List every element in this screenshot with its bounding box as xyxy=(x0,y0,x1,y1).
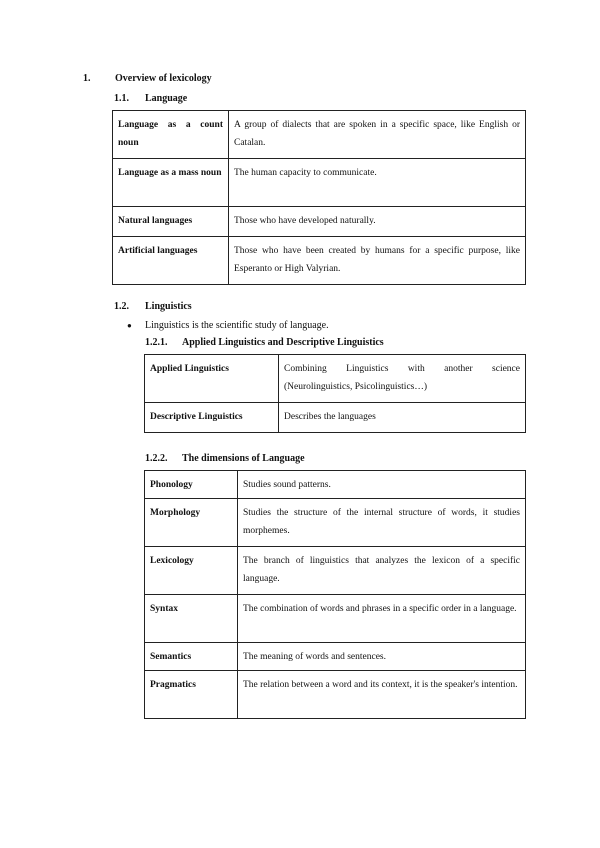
table-row xyxy=(145,643,526,671)
definition-cell: Describes the languages xyxy=(279,403,526,433)
definition-cell: Studies sound patterns. xyxy=(238,471,526,499)
table-row xyxy=(145,671,526,719)
term-cell: Descriptive Linguistics xyxy=(145,403,279,433)
bullet-icon: ● xyxy=(127,321,132,330)
table-row xyxy=(113,111,526,159)
bullet-item xyxy=(127,320,329,331)
definition-cell: Studies the structure of the internal structure of words, it studies morphemes. xyxy=(238,499,526,547)
linguistics-types-table xyxy=(144,354,526,433)
section-title: Applied Linguistics and Descriptive Linguistics xyxy=(182,337,384,348)
language-table xyxy=(112,110,526,285)
section-title: Overview of lexicology xyxy=(115,73,212,84)
table-row xyxy=(145,403,526,433)
definition-cell: The human capacity to communicate. xyxy=(229,159,526,207)
table-row xyxy=(113,159,526,207)
section-title: The dimensions of Language xyxy=(182,453,305,464)
term-cell: Language as a count noun xyxy=(113,111,229,159)
section-title: Linguistics xyxy=(145,301,192,312)
table-row xyxy=(145,471,526,499)
section-title: Language xyxy=(145,93,188,104)
table-row xyxy=(113,237,526,285)
term-cell: Phonology xyxy=(145,471,238,499)
definition-cell: The combination of words and phrases in a specific order in a language. xyxy=(238,595,526,643)
definition-cell: The branch of linguistics that analyzes the lexicon of a specific language. xyxy=(238,547,526,595)
definition-cell: Combining Linguistics with another science (Neurolinguistics, Psicolinguistics…) xyxy=(279,355,526,403)
term-cell: Language as a mass noun xyxy=(113,159,229,207)
term-cell: Natural languages xyxy=(113,207,229,237)
table-row xyxy=(113,207,526,237)
section-number: 1.2.2. xyxy=(145,453,168,464)
table-row xyxy=(145,595,526,643)
definition-cell: Those who have been created by humans for a specific purpose, like Esperanto or High Valyrian. xyxy=(229,237,526,285)
table-row xyxy=(145,547,526,595)
section-number: 1.1. xyxy=(114,93,129,104)
definition-cell: A group of dialects that are spoken in a specific space, like English or Catalan. xyxy=(229,111,526,159)
section-1-2-2-heading xyxy=(145,453,305,464)
table-row xyxy=(145,499,526,547)
definition-cell: The meaning of words and sentences. xyxy=(238,643,526,671)
section-number: 1.2.1. xyxy=(145,337,168,348)
term-cell: Applied Linguistics xyxy=(145,355,279,403)
term-cell: Semantics xyxy=(145,643,238,671)
section-1-heading xyxy=(83,73,212,84)
section-1-2-heading xyxy=(114,301,192,312)
section-number: 1.2. xyxy=(114,301,129,312)
table-row xyxy=(145,355,526,403)
term-cell: Pragmatics xyxy=(145,671,238,719)
term-cell: Artificial languages xyxy=(113,237,229,285)
dimensions-table xyxy=(144,470,526,719)
section-number: 1. xyxy=(83,73,91,84)
definition-cell: Those who have developed naturally. xyxy=(229,207,526,237)
section-1-1-heading xyxy=(114,93,187,104)
bullet-text: Linguistics is the scientific study of language. xyxy=(145,320,329,331)
term-cell: Morphology xyxy=(145,499,238,547)
section-1-2-1-heading xyxy=(145,337,384,348)
term-cell: Lexicology xyxy=(145,547,238,595)
definition-cell: The relation between a word and its context, it is the speaker's intention. xyxy=(238,671,526,719)
term-cell: Syntax xyxy=(145,595,238,643)
